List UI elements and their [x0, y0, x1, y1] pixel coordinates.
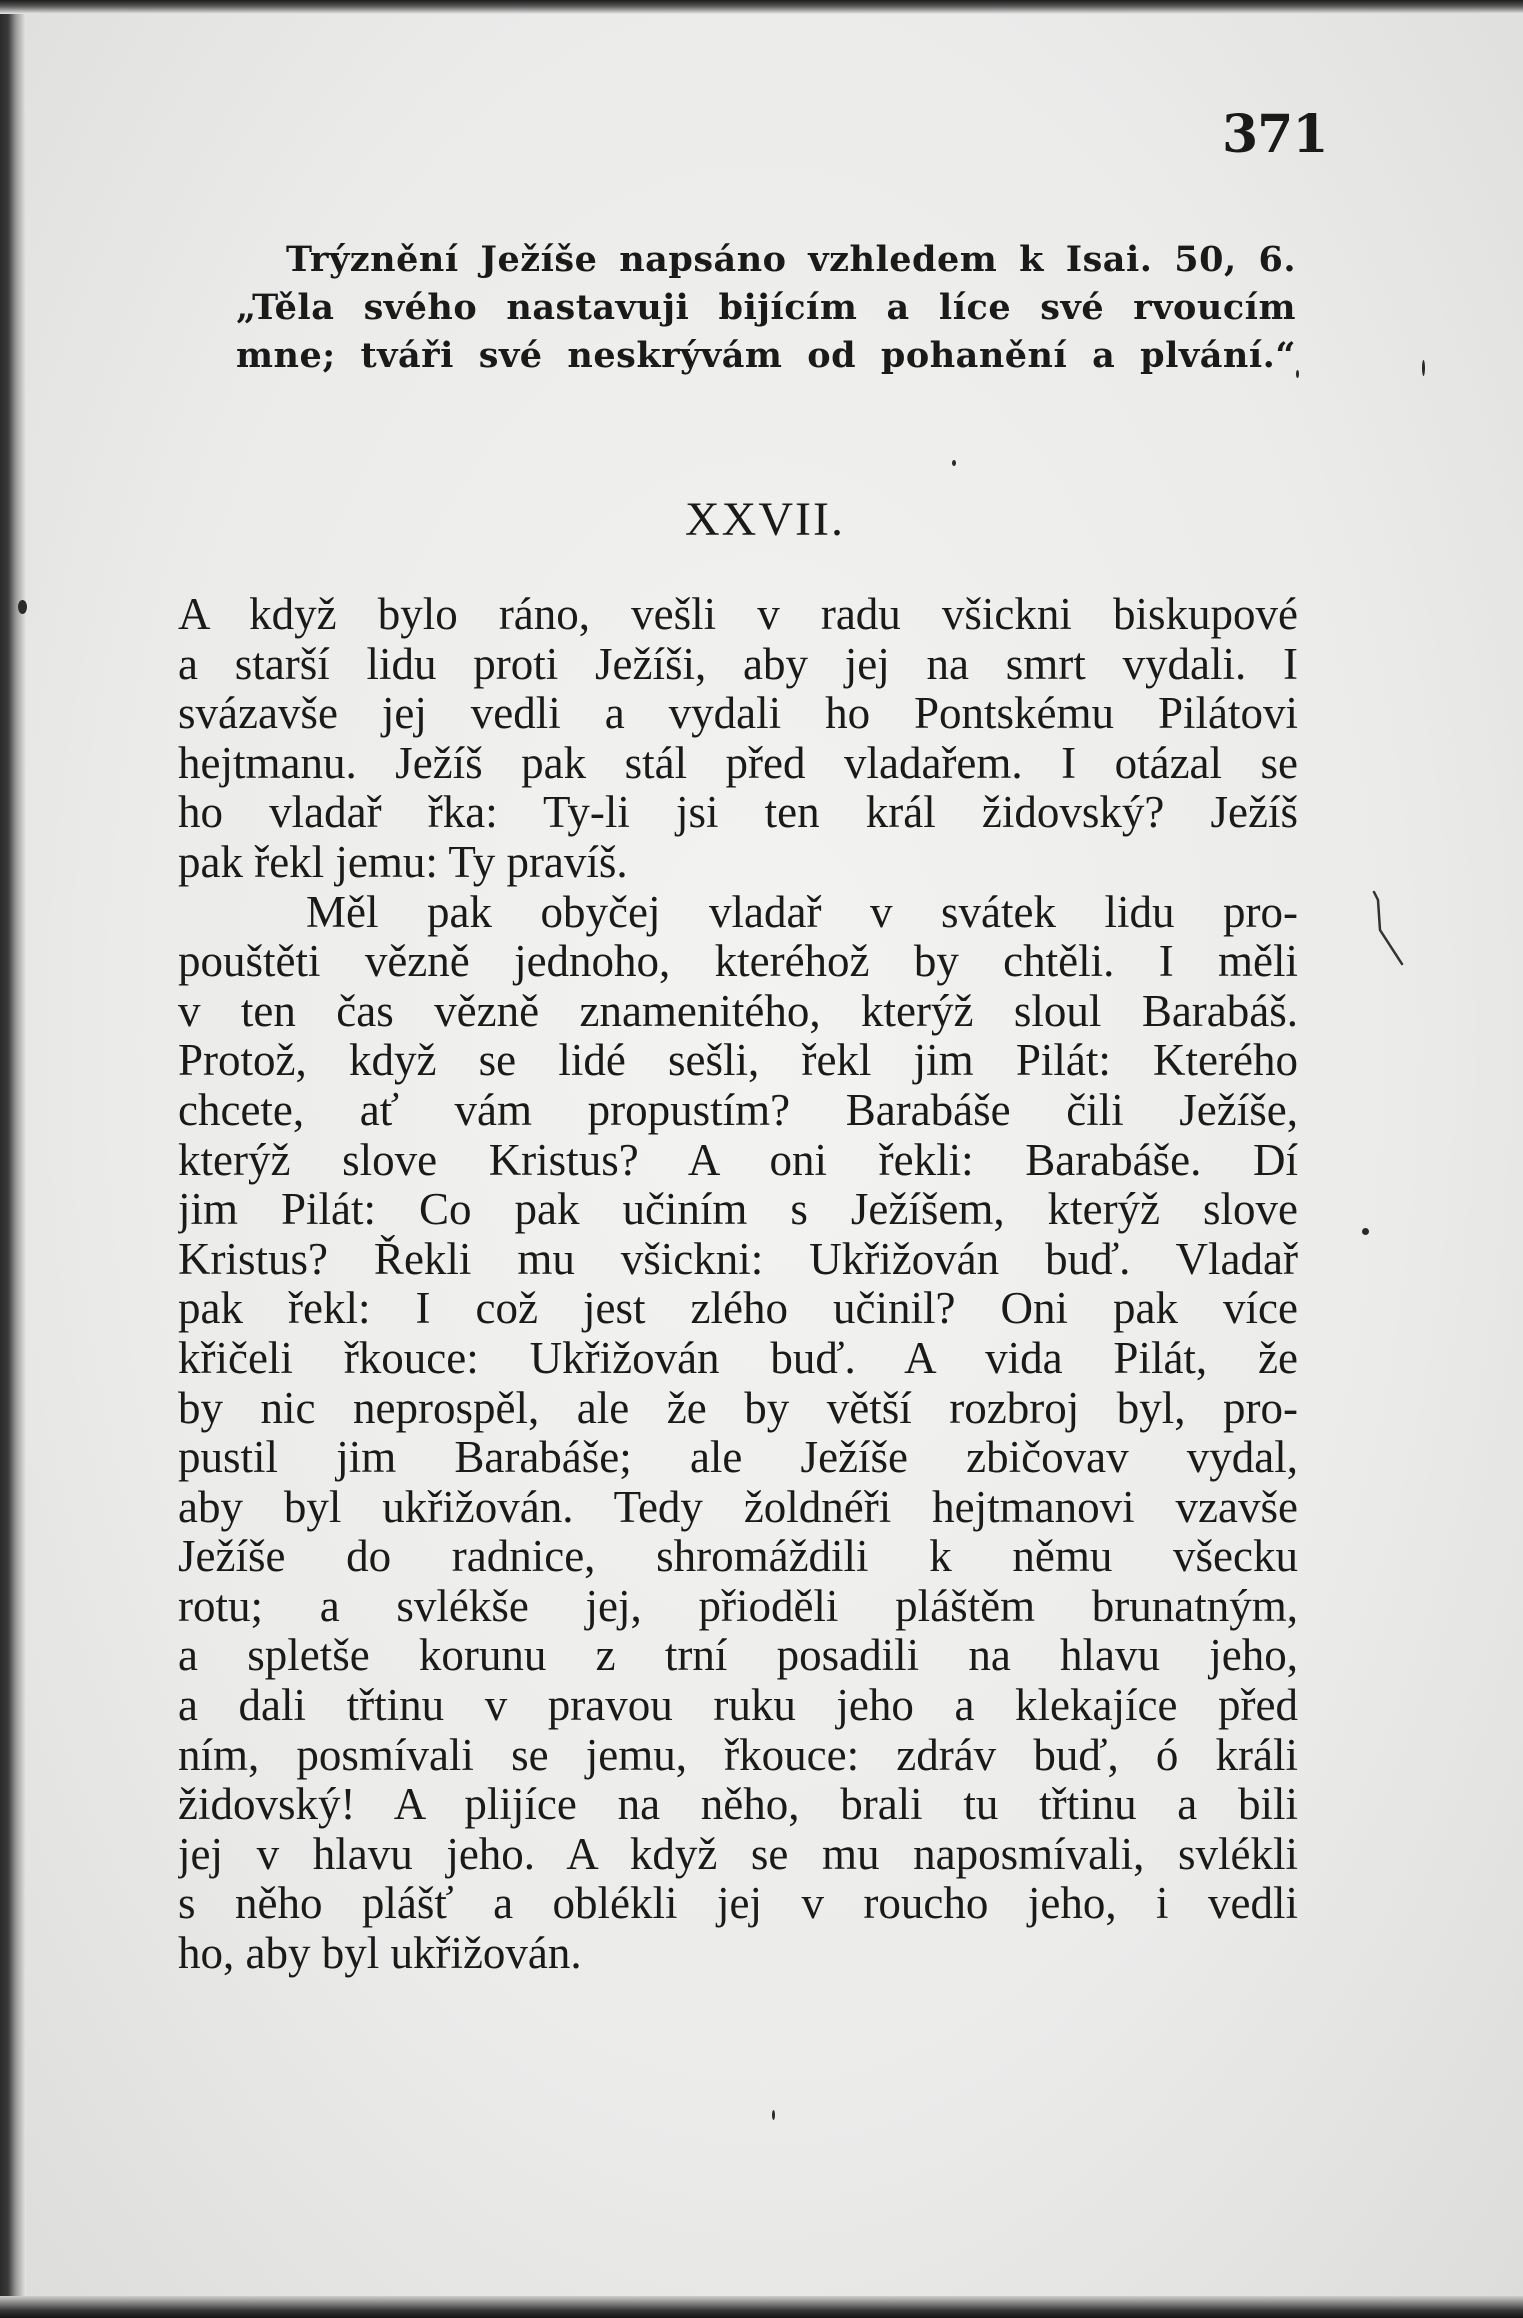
- body-line: pak řekl jemu: Ty pravíš.: [178, 837, 628, 887]
- body-line: pouštěti vězně jednoho, kteréhož by chtěli. I měli: [178, 937, 1298, 987]
- body-line: pak řekl: I což jest zlého učinil? Oni pak více: [178, 1284, 1298, 1334]
- body-line: Ježíše do radnice, shromáždili k němu všecku: [178, 1532, 1298, 1582]
- chapter-body: [178, 590, 1298, 1979]
- body-line: s něho plášť a oblékli jej v roucho jeho, i vedli: [178, 1879, 1298, 1929]
- margin-pencil-mark: [1370, 890, 1410, 970]
- body-line: ho vladař řka: Ty-li jsi ten král židovský? Ježíš: [178, 788, 1298, 838]
- body-line: hejtmanu. Ježíš pak stál před vladařem. I otázal se: [178, 738, 1298, 788]
- scan-edge-top: [0, 0, 1523, 14]
- body-line: pustil jim Barabáše; ale Ježíše zbičovav vydal,: [178, 1433, 1298, 1483]
- body-line: křičeli řkouce: Ukřižován buď. A vida Pilát, že: [178, 1333, 1298, 1383]
- body-line: Kristus? Řekli mu všickni: Ukřižován buď. Vladař: [178, 1234, 1298, 1284]
- note-line: mne; tváři své neskrývám od pohanění a plvání.“: [236, 335, 1296, 376]
- body-line: Protož, když se lidé sešli, řekl jim Pilát: Kterého: [178, 1036, 1298, 1086]
- body-line: židovský! A plijíce na něho, brali tu třtinu a bili: [178, 1780, 1298, 1830]
- body-line: svázavše jej vedli a vydali ho Pontskému Pilátovi: [178, 689, 1298, 739]
- body-line: rotu; a svlékše jej, přioděli pláštěm brunatným,: [178, 1581, 1298, 1631]
- body-line: A když bylo ráno, vešli v radu všickni biskupové: [178, 590, 1298, 639]
- body-line: Měl pak obyčej vladař v svátek lidu pro-: [306, 887, 1298, 937]
- body-line: a spletše korunu z trní posadili na hlavu jeho,: [178, 1631, 1298, 1681]
- scan-edge-left: [0, 0, 26, 2318]
- body-line: a starší lidu proti Ježíši, aby jej na smrt vydali. I: [178, 639, 1298, 689]
- body-line: ho, aby byl ukřižován.: [178, 1929, 582, 1979]
- body-line: jej v hlavu jeho. A když se mu naposmívali, svlékli: [178, 1829, 1298, 1879]
- note-line: „Těla svého nastavuji bijícím a líce své rvoucím: [236, 287, 1296, 328]
- body-line: jim Pilát: Co pak učiním s Ježíšem, kterýž slove: [178, 1185, 1298, 1235]
- body-line: chcete, ať vám propustím? Barabáše čili Ježíše,: [178, 1085, 1298, 1135]
- body-line: v ten čas vězně znamenitého, kterýž sloul Barabáš.: [178, 986, 1298, 1036]
- note-line: Trýznění Ježíše napsáno vzhledem k Isai. 50, 6.: [286, 239, 1296, 280]
- intro-note: [236, 236, 1296, 380]
- body-line: kterýž slove Kristus? A oni řekli: Barabáše. Dí: [178, 1135, 1298, 1185]
- body-line: by nic neprospěl, ale že by větší rozbroj byl, pro-: [178, 1383, 1298, 1433]
- body-line: aby byl ukřižován. Tedy žoldnéři hejtmanovi vzavše: [178, 1482, 1298, 1532]
- scan-edge-bottom: [0, 2296, 1523, 2318]
- page-number: 371: [1222, 104, 1328, 165]
- body-line: a dali třtinu v pravou ruku jeho a klekajíce před: [178, 1681, 1298, 1731]
- chapter-heading: XXVII.: [685, 493, 845, 546]
- body-line: ním, posmívali se jemu, řkouce: zdráv buď, ó králi: [178, 1730, 1298, 1780]
